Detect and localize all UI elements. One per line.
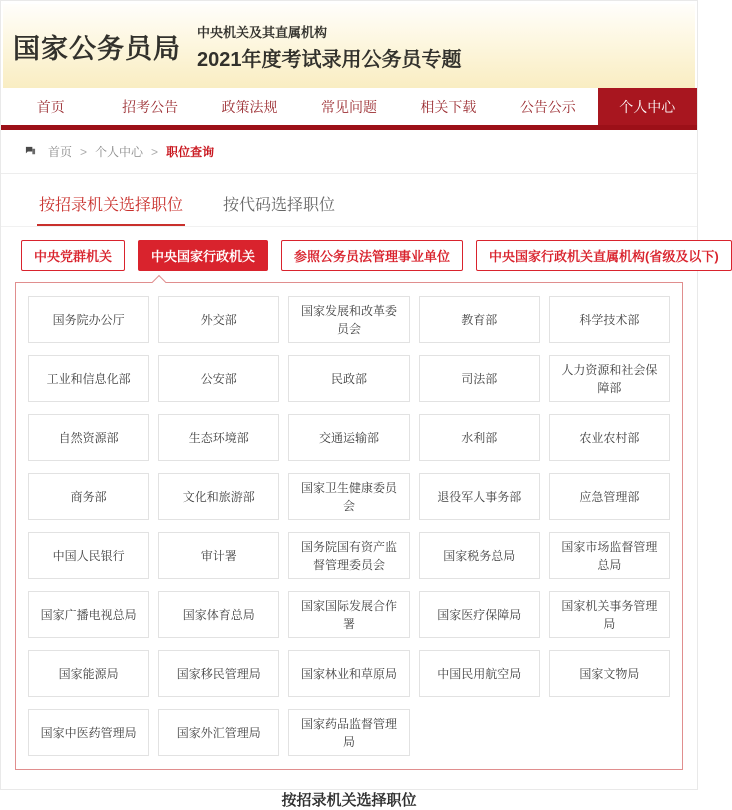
nav-item-faq[interactable]: 常见问题	[320, 98, 377, 115]
department-button[interactable]: 国家发展和改革委员会	[288, 296, 409, 343]
breadcrumb-current-position-search: 职位查询	[166, 145, 215, 159]
departments-grid	[28, 296, 670, 756]
department-button[interactable]: 文化和旅游部	[158, 473, 279, 520]
department-button[interactable]: 国家药品监督管理局	[288, 709, 409, 756]
category-central-state-administrative-organs[interactable]: 中央国家行政机关	[138, 240, 268, 271]
department-button[interactable]: 国家能源局	[28, 650, 149, 697]
department-button[interactable]: 司法部	[419, 355, 540, 402]
department-button[interactable]: 退役军人事务部	[419, 473, 540, 520]
nav-item-recruit-announcements[interactable]: 招考公告	[122, 98, 179, 115]
header-subtitle	[197, 20, 462, 72]
department-button[interactable]: 国家国际发展合作署	[288, 591, 409, 638]
department-button[interactable]: 教育部	[419, 296, 540, 343]
department-button[interactable]: 国务院国有资产监督管理委员会	[288, 532, 409, 579]
active-category-caret	[152, 275, 166, 289]
department-button[interactable]: 科学技术部	[549, 296, 670, 343]
breadcrumb	[1, 130, 697, 174]
departments-panel	[15, 282, 683, 770]
department-button[interactable]: 审计署	[158, 532, 279, 579]
breadcrumb-separator: >	[151, 144, 159, 159]
location-icon	[25, 146, 36, 157]
nav-item-home[interactable]: 首页	[36, 98, 65, 115]
site-header	[3, 4, 695, 88]
department-button[interactable]: 国家文物局	[549, 650, 670, 697]
department-button[interactable]: 国家体育总局	[158, 591, 279, 638]
department-button[interactable]: 中国民用航空局	[419, 650, 540, 697]
tab-select-by-code[interactable]: 按代码选择职位	[223, 197, 336, 214]
department-button[interactable]: 交通运输部	[288, 414, 409, 461]
department-button[interactable]: 国家移民管理局	[158, 650, 279, 697]
department-button[interactable]: 民政部	[288, 355, 409, 402]
category-central-party-organs[interactable]: 中央党群机关	[21, 240, 125, 271]
department-button[interactable]: 人力资源和社会保障部	[549, 355, 670, 402]
department-button[interactable]: 国家医疗保障局	[419, 591, 540, 638]
department-button[interactable]: 商务部	[28, 473, 149, 520]
department-button[interactable]: 国家林业和草原局	[288, 650, 409, 697]
nav-item-downloads[interactable]: 相关下载	[420, 98, 477, 115]
department-button[interactable]: 国家税务总局	[419, 532, 540, 579]
department-button[interactable]: 国家市场监督管理总局	[549, 532, 670, 579]
department-button[interactable]: 生态环境部	[158, 414, 279, 461]
site-logo-text: 国家公务员局	[13, 33, 181, 64]
tab-bar	[1, 178, 697, 227]
category-directly-affiliated-institutions[interactable]: 中央国家行政机关直属机构(省级及以下)	[476, 240, 732, 271]
category-public-institutions[interactable]: 参照公务员法管理事业单位	[281, 240, 463, 271]
nav-item-notices[interactable]: 公告公示	[519, 98, 576, 115]
page-caption: 按招录机关选择职位	[281, 792, 417, 809]
department-button[interactable]: 应急管理部	[549, 473, 670, 520]
department-button[interactable]: 国家卫生健康委员会	[288, 473, 409, 520]
department-button[interactable]: 国家机关事务管理局	[549, 591, 670, 638]
department-button[interactable]: 国家中医药管理局	[28, 709, 149, 756]
header-subtitle-line2: 2021年度考试录用公务员专题	[197, 49, 462, 71]
header-subtitle-line1: 中央机关及其直属机构	[197, 25, 328, 40]
breadcrumb-separator: >	[80, 144, 88, 159]
department-button[interactable]: 外交部	[158, 296, 279, 343]
department-button[interactable]: 国务院办公厅	[28, 296, 149, 343]
category-filter-row	[1, 227, 719, 271]
nav-item-personal-center[interactable]: 个人中心	[598, 88, 697, 125]
department-button[interactable]: 自然资源部	[28, 414, 149, 461]
department-button[interactable]: 公安部	[158, 355, 279, 402]
nav-item-policies[interactable]: 政策法规	[221, 98, 278, 115]
main-nav	[1, 88, 697, 125]
department-button[interactable]: 水利部	[419, 414, 540, 461]
breadcrumb-home[interactable]: 首页	[48, 145, 73, 159]
department-button[interactable]: 工业和信息化部	[28, 355, 149, 402]
department-button[interactable]: 农业农村部	[549, 414, 670, 461]
breadcrumb-personal-center[interactable]: 个人中心	[95, 145, 144, 159]
department-button[interactable]: 国家外汇管理局	[158, 709, 279, 756]
tab-select-by-agency[interactable]: 按招录机关选择职位	[37, 178, 185, 226]
department-button[interactable]: 中国人民银行	[28, 532, 149, 579]
department-button[interactable]: 国家广播电视总局	[28, 591, 149, 638]
